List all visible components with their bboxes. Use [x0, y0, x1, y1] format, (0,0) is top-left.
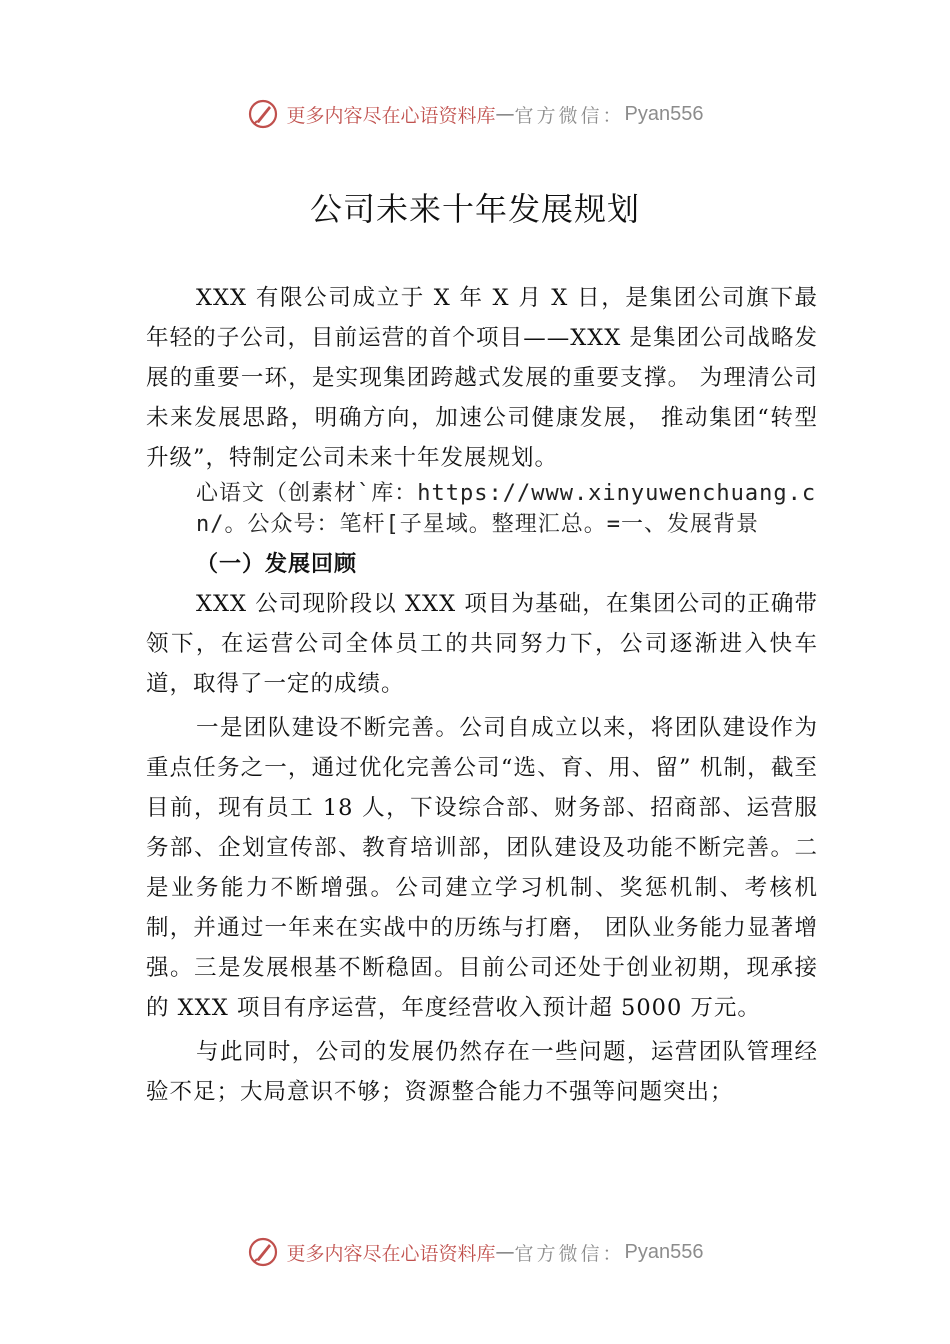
document-title: 公司未来十年发展规划: [309, 190, 640, 228]
source-note: 心语文（创素材`库：https://www.xinyuwenchuang.cn/。公众号：笔杆[子星域。整理汇总。=一、发展背景: [196, 481, 817, 537]
banner-wechat-id: Pyan556: [624, 102, 704, 125]
banner-wechat-id: Pyan556: [624, 1240, 704, 1263]
banner-wechat-label: 官方微信：: [514, 1242, 625, 1265]
footer-banner: [0, 1232, 950, 1272]
body-paragraph-3: 与此同时，公司的发展仍然存在一些问题，运营团队管理经验不足；大局意识不够；资源整合能力不强等问题突出；: [146, 1039, 818, 1105]
intro-paragraph: XXX 有限公司成立于 X 年 X 月 X 日，是集团公司旗下最年轻的子公司，目前运营的首个项目——XXX 是集团公司战略发展的重要一环，是实现集团跨越式发展的重要支撑。 为理清公司未来发展思路，明确方向，加速公司健康发展， 推动集团“转型升级”，特制定公司未来十年发展规划。: [146, 285, 818, 471]
banner-wechat-label: 官方微信：: [514, 104, 625, 127]
document-body: [146, 278, 818, 1112]
banner-main-text: 更多内容尽在心语资料库: [286, 104, 496, 127]
body-paragraph-1: XXX 公司现阶段以 XXX 项目为基础，在集团公司的正确带领下，在运营公司全体员工的共同努力下，公司逐渐进入快车道，取得了一定的成绩。: [146, 591, 818, 697]
banner-separator: —: [495, 103, 515, 125]
banner-main-text: 更多内容尽在心语资料库: [286, 1242, 496, 1265]
section-heading: （一）发展回顾: [196, 551, 358, 577]
header-banner: [0, 94, 950, 134]
quill-pen-seal-icon: [247, 98, 279, 130]
body-paragraph-2: 一是团队建设不断完善。公司自成立以来，将团队建设作为重点任务之一，通过优化完善公司“选、育、用、留” 机制，截至目前，现有员工 18 人，下设综合部、财务部、招商部、运营服务部、企划宣传部、教育培训部，团队建设及功能不断完善。二是业务能力不断增强。公司建立学习机制、奖惩机制、考核机制，并通过一年来在实战中的历练与打磨， 团队业务能力显著增强。三是发展根基不断稳固。目前公司还处于创业初期，现承接的 XXX 项目有序运营，年度经营收入预计超 5000 万元。: [146, 715, 818, 1021]
banner-separator: —: [495, 1241, 515, 1263]
quill-pen-seal-icon: [247, 1236, 279, 1268]
